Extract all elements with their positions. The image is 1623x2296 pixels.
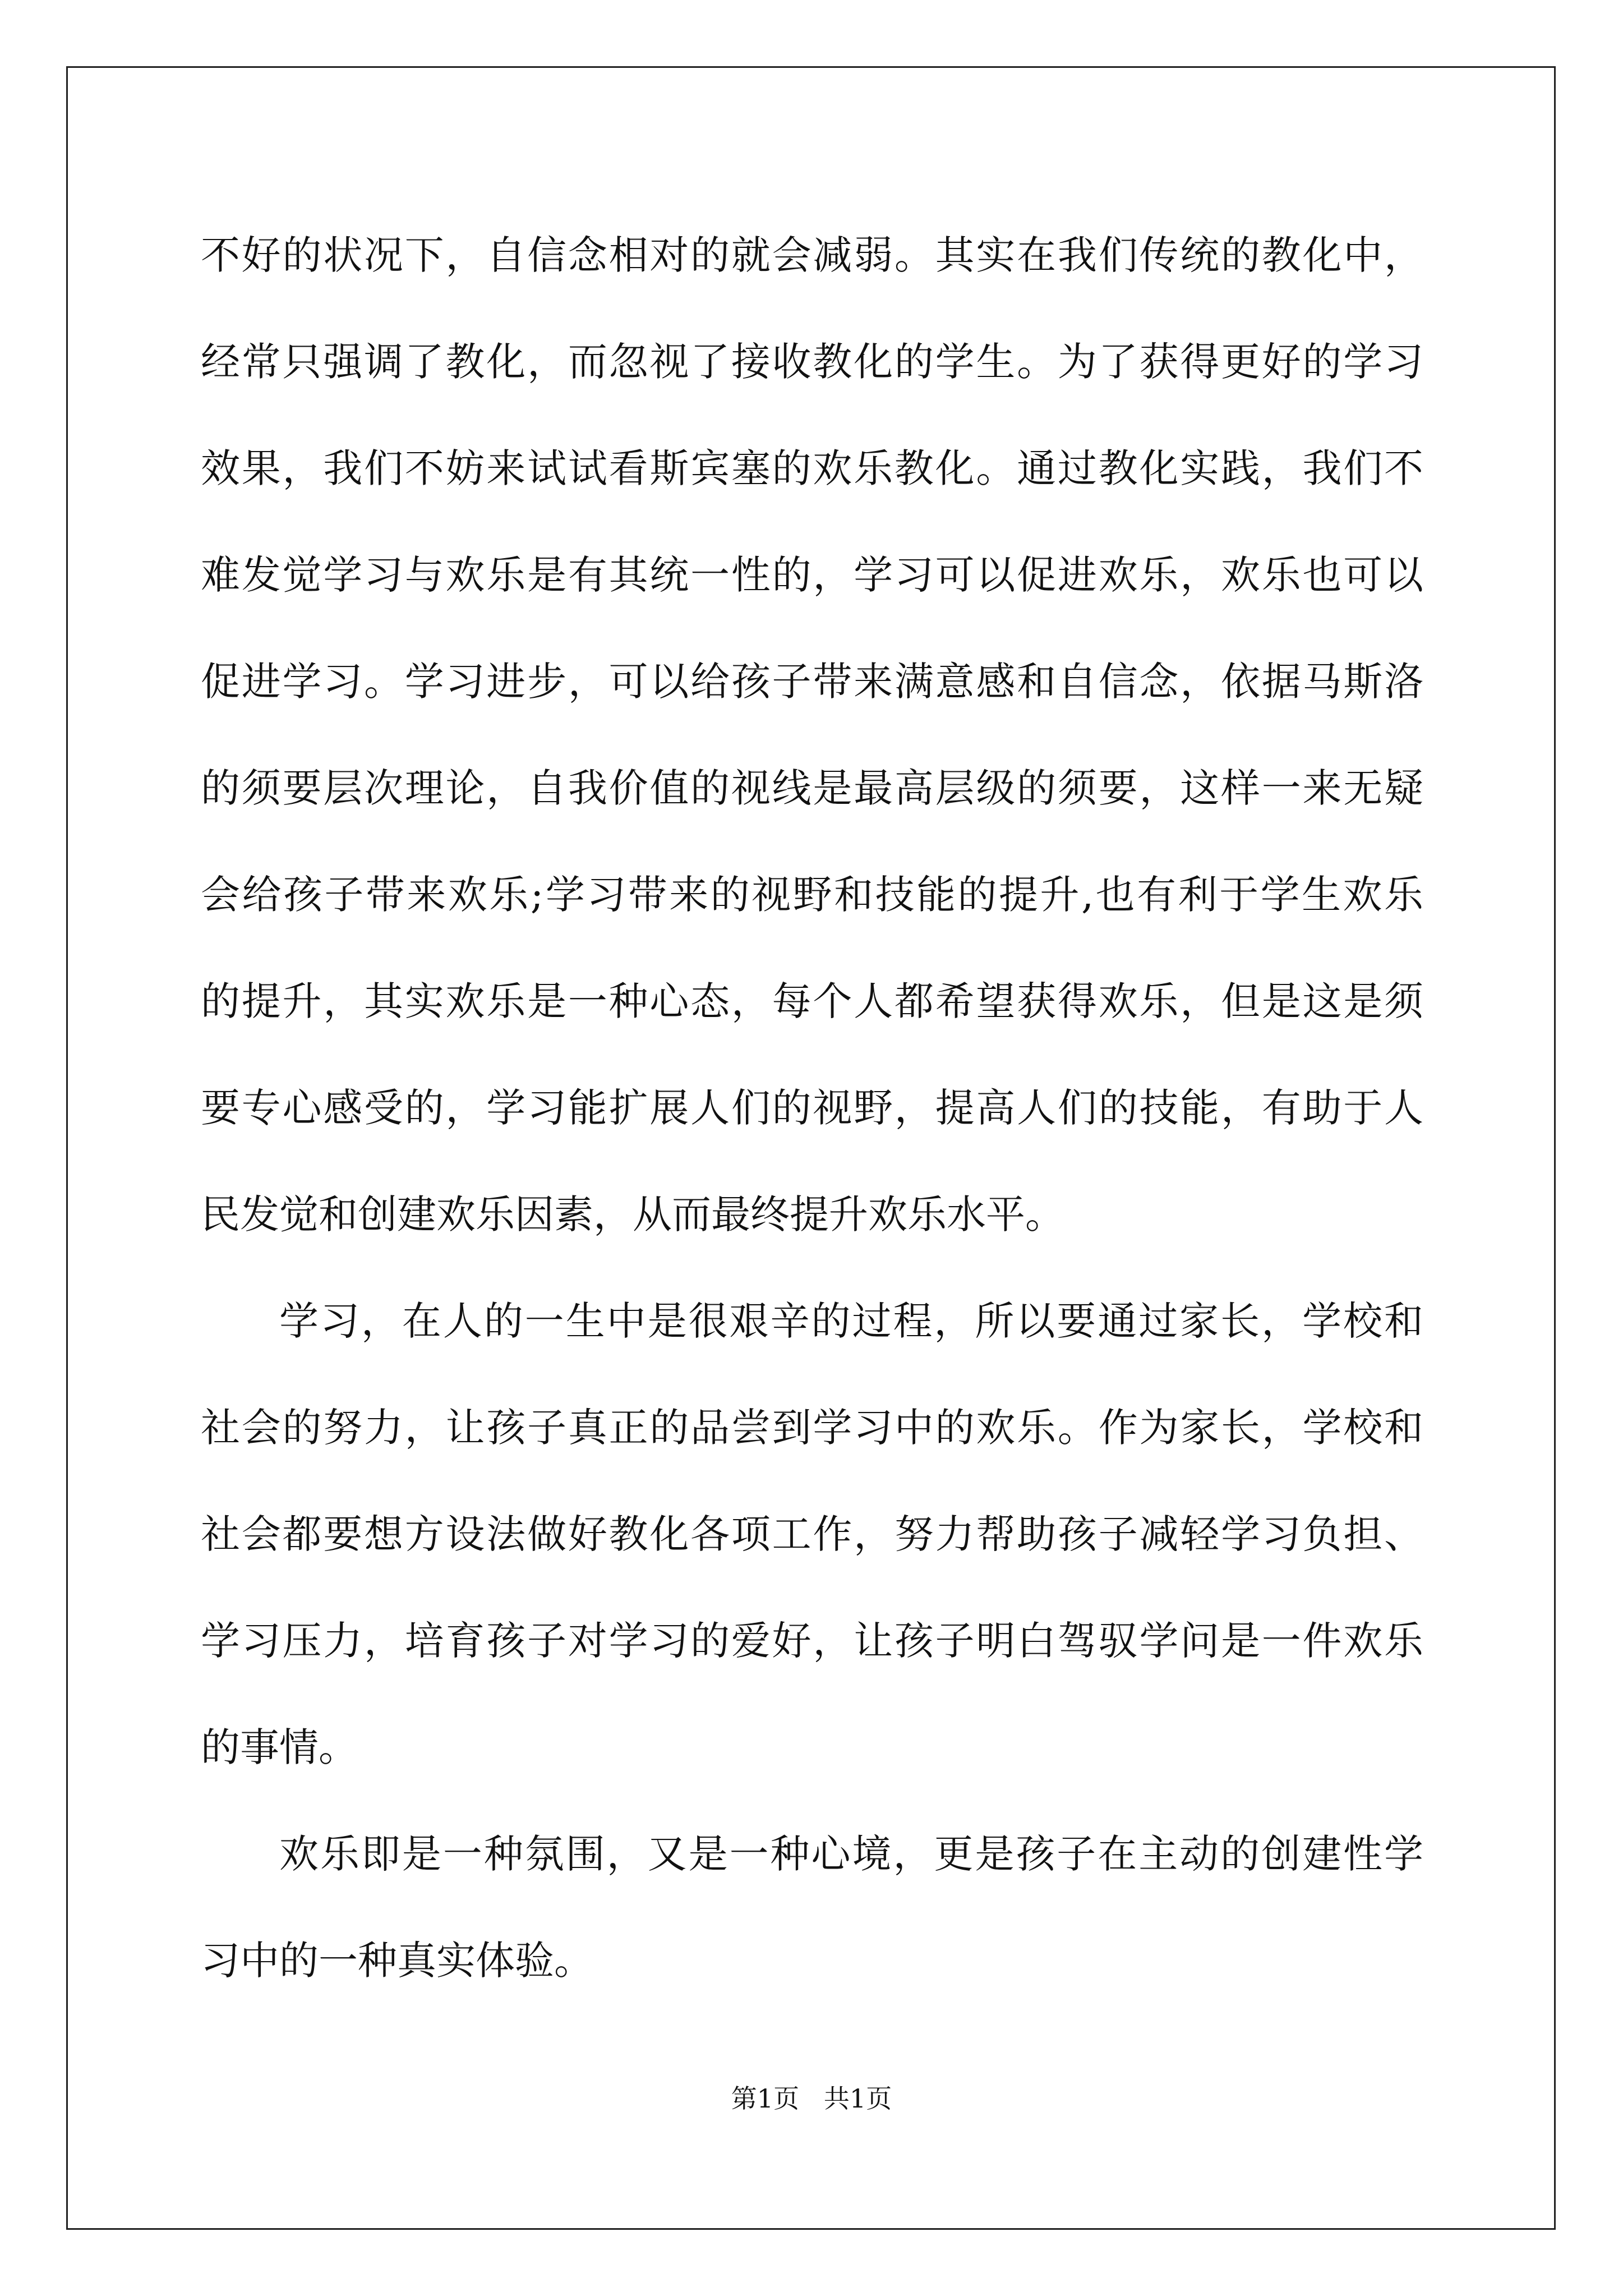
text-line: 难发觉学习与欢乐是有其统一性的，学习可以促进欢乐，欢乐也可以 bbox=[201, 552, 1423, 598]
text-line: 社会的努力，让孩子真正的品尝到学习中的欢乐。作为家长，学校和 bbox=[201, 1405, 1423, 1451]
text-line: 的须要层次理论，自我价值的视线是最高层级的须要，这样一来无疑 bbox=[201, 765, 1423, 811]
paragraph bbox=[201, 1268, 1423, 1801]
text-line: 的事情。 bbox=[201, 1724, 358, 1770]
text-line: 欢乐即是一种氛围，又是一种心境，更是孩子在主动的创建性学 bbox=[279, 1831, 1423, 1877]
text-line: 经常只强调了教化，而忽视了接收教化的学生。为了获得更好的学习 bbox=[201, 339, 1423, 385]
text-line: 习中的一种真实体验。 bbox=[201, 1938, 593, 1984]
text-line: 要专心感受的，学习能扩展人们的视野，提高人们的技能，有助于人 bbox=[201, 1085, 1423, 1131]
text-line: 学习压力，培育孩子对学习的爱好，让孩子明白驾驭学问是一件欢乐 bbox=[201, 1618, 1423, 1664]
document-body bbox=[201, 202, 1423, 2014]
text-line: 促进学习。学习进步，可以给孩子带来满意感和自信念，依据马斯洛 bbox=[201, 659, 1423, 705]
text-line: 效果，我们不妨来试试看斯宾塞的欢乐教化。通过教化实践，我们不 bbox=[201, 445, 1423, 491]
paragraph bbox=[201, 1801, 1423, 2014]
text-line: 的提升，其实欢乐是一种心态，每个人都希望获得欢乐，但是这是须 bbox=[201, 978, 1423, 1024]
text-line: 学习，在人的一生中是很艰辛的过程，所以要通过家长，学校和 bbox=[279, 1298, 1423, 1344]
text-line: 民发觉和创建欢乐因素，从而最终提升欢乐水平。 bbox=[201, 1191, 1064, 1237]
text-line: 不好的状况下，自信念相对的就会减弱。其实在我们传统的教化中， bbox=[201, 232, 1423, 278]
page-footer: 第1页 共1页 bbox=[731, 2083, 892, 2114]
paragraph bbox=[201, 202, 1423, 1268]
text-line: 会给孩子带来欢乐;学习带来的视野和技能的提升,也有利于学生欢乐 bbox=[201, 872, 1423, 918]
text-line: 社会都要想方设法做好教化各项工作，努力帮助孩子减轻学习负担、 bbox=[201, 1511, 1423, 1557]
